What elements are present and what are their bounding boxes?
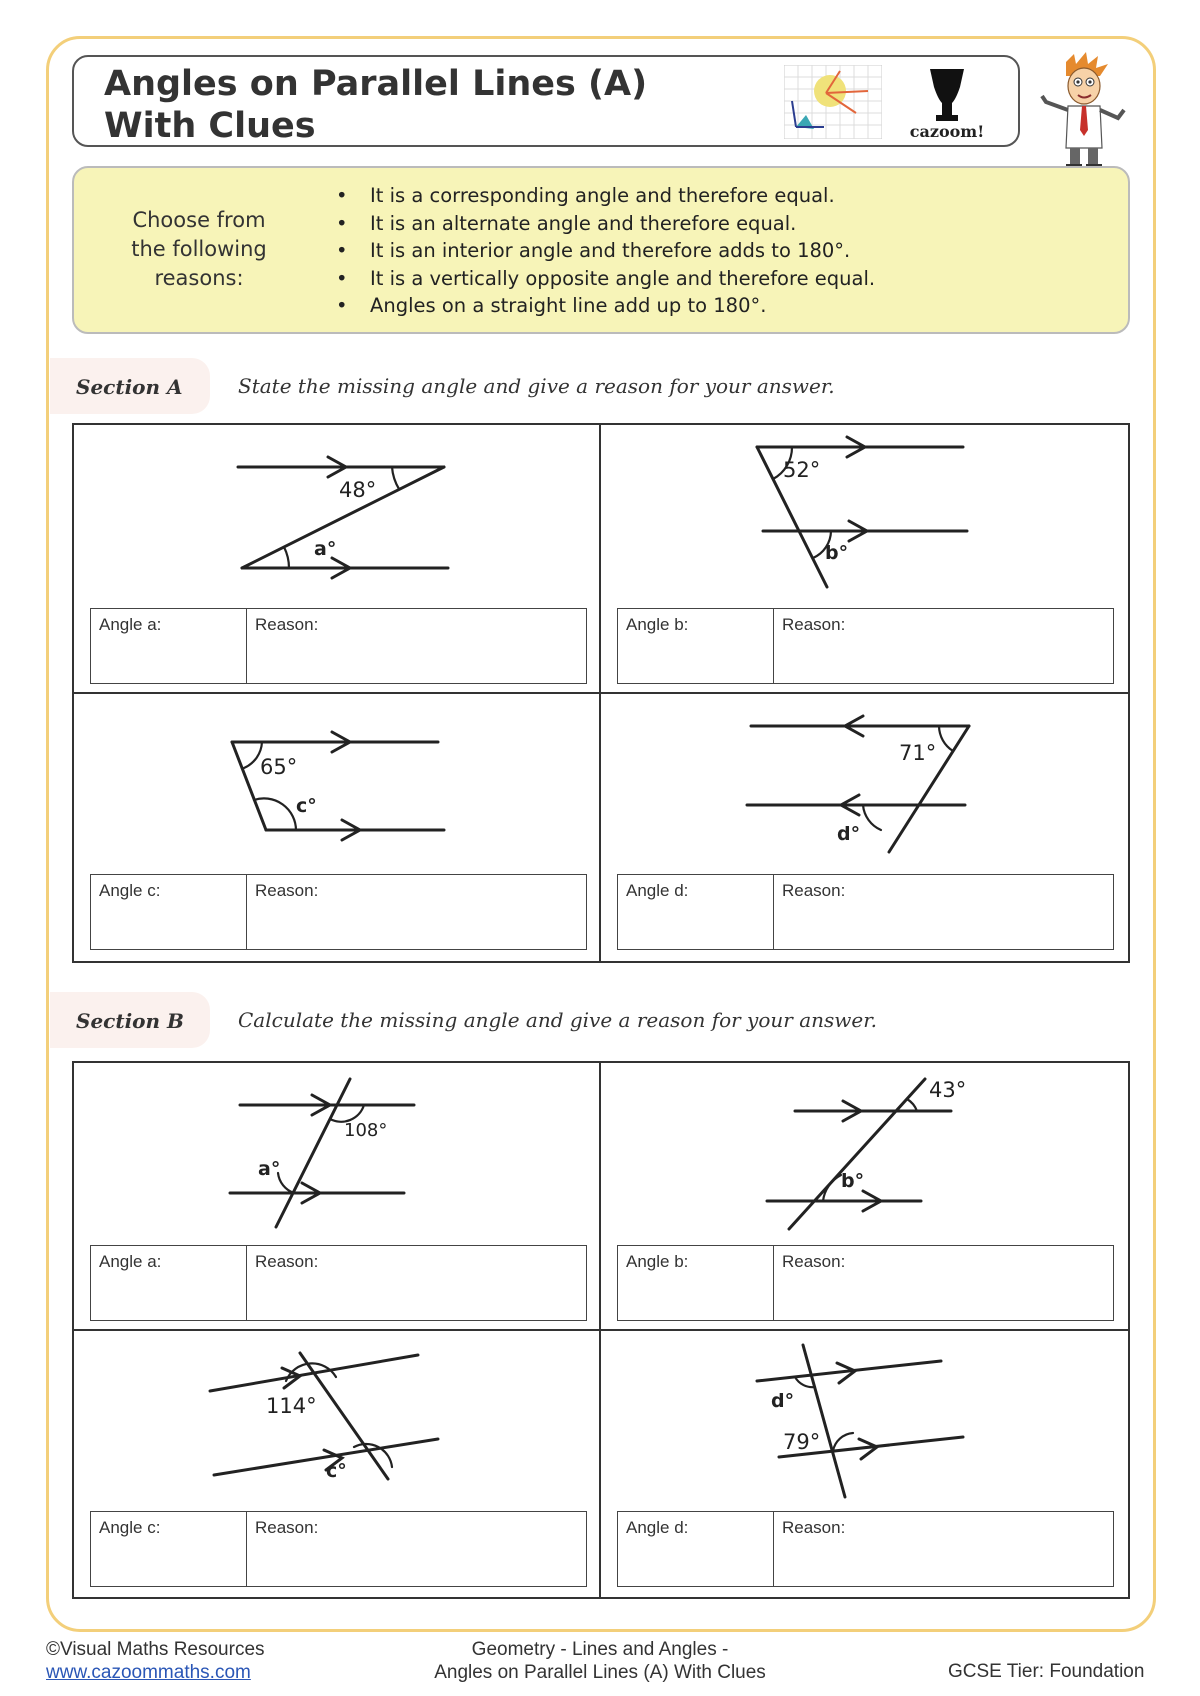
question-a1 bbox=[74, 425, 601, 694]
diagram-b1 bbox=[74, 1063, 601, 1243]
reason-answer-field[interactable]: Reason: bbox=[255, 1252, 319, 1271]
diagram-b2 bbox=[601, 1063, 1128, 1243]
answer-divider bbox=[773, 1512, 774, 1586]
topic-line-1: Geometry - Lines and Angles - bbox=[471, 1639, 729, 1660]
reason-item: • It is a vertically opposite angle and therefore equal. bbox=[334, 265, 875, 293]
footer-credits bbox=[46, 1638, 265, 1684]
question-a4 bbox=[601, 694, 1130, 963]
reason-answer-field[interactable]: Reason: bbox=[255, 615, 319, 634]
answer-box bbox=[617, 608, 1114, 684]
given-angle-label: 114° bbox=[266, 1394, 317, 1418]
reason-answer-field[interactable]: Reason: bbox=[782, 881, 846, 900]
given-angle-label: 79° bbox=[783, 1430, 821, 1454]
diagram-a2 bbox=[601, 425, 1128, 605]
answer-box bbox=[617, 1511, 1114, 1587]
reason-answer-field[interactable]: Reason: bbox=[255, 1518, 319, 1537]
section-a-grid bbox=[72, 423, 1130, 963]
answer-divider bbox=[246, 1246, 247, 1320]
answer-box bbox=[90, 1245, 587, 1321]
copyright-text: ©Visual Maths Resources bbox=[46, 1639, 265, 1660]
angle-answer-field[interactable]: Angle c: bbox=[99, 881, 161, 900]
question-b2 bbox=[601, 1063, 1130, 1331]
unknown-angle-label: c° bbox=[326, 1460, 347, 1482]
unknown-angle-label: a° bbox=[258, 1158, 281, 1180]
title-line-2: With Clues bbox=[104, 106, 316, 146]
answer-divider bbox=[246, 609, 247, 683]
answer-box bbox=[617, 874, 1114, 950]
reason-item: • It is a corresponding angle and therefore equal. bbox=[334, 182, 875, 210]
question-a3 bbox=[74, 694, 601, 963]
question-a2 bbox=[601, 425, 1130, 694]
given-angle-label: 52° bbox=[783, 458, 821, 482]
question-b4 bbox=[601, 1331, 1130, 1599]
answer-box bbox=[90, 1511, 587, 1587]
given-angle-label: 108° bbox=[344, 1120, 388, 1141]
footer-topic bbox=[380, 1638, 820, 1684]
answer-divider bbox=[773, 1246, 774, 1320]
reasons-label: Choose from the following reasons: bbox=[131, 208, 267, 290]
reasons-list bbox=[334, 182, 875, 320]
answer-divider bbox=[246, 875, 247, 949]
reason-item: • It is an alternate angle and therefore equal. bbox=[334, 210, 875, 238]
given-angle-label: 65° bbox=[260, 755, 298, 779]
unknown-angle-label: c° bbox=[296, 795, 317, 817]
given-angle-label: 48° bbox=[339, 478, 377, 502]
angle-answer-field[interactable]: Angle b: bbox=[626, 615, 689, 634]
page-title bbox=[104, 63, 664, 147]
cazoom-trophy-icon bbox=[902, 65, 992, 121]
answer-divider bbox=[773, 609, 774, 683]
unknown-angle-label: d° bbox=[837, 823, 861, 845]
angle-answer-field[interactable]: Angle d: bbox=[626, 881, 689, 900]
angle-answer-field[interactable]: Angle b: bbox=[626, 1252, 689, 1271]
unknown-angle-label: b° bbox=[841, 1170, 865, 1192]
reason-answer-field[interactable]: Reason: bbox=[782, 615, 846, 634]
unknown-angle-label: a° bbox=[314, 538, 337, 560]
answer-box bbox=[90, 874, 587, 950]
answer-divider bbox=[246, 1512, 247, 1586]
mascot-icon bbox=[1036, 52, 1128, 170]
angle-answer-field[interactable]: Angle a: bbox=[99, 1252, 162, 1271]
title-line-1: Angles on Parallel Lines (A) bbox=[104, 64, 648, 104]
section-b-title: Section B bbox=[50, 992, 210, 1048]
reason-answer-field[interactable]: Reason: bbox=[255, 881, 319, 900]
diagram-a1 bbox=[74, 425, 601, 605]
diagram-b3 bbox=[74, 1331, 601, 1511]
question-b1 bbox=[74, 1063, 601, 1331]
diagram-a4 bbox=[601, 694, 1128, 874]
reason-item: • Angles on a straight line add up to 180°. bbox=[334, 292, 875, 320]
unknown-angle-label: b° bbox=[825, 542, 849, 564]
diagram-a3 bbox=[74, 694, 601, 874]
section-a-instruction: State the missing angle and give a reason for your answer. bbox=[238, 374, 835, 398]
cazoom-logo bbox=[902, 65, 992, 141]
answer-divider bbox=[773, 875, 774, 949]
topic-line-2: Angles on Parallel Lines (A) With Clues bbox=[434, 1662, 766, 1683]
reason-item: • It is an interior angle and therefore adds to 180°. bbox=[334, 237, 875, 265]
footer-tier: GCSE Tier: Foundation bbox=[948, 1661, 1145, 1682]
diagram-b4 bbox=[601, 1331, 1128, 1511]
answer-box bbox=[90, 608, 587, 684]
section-b-instruction: Calculate the missing angle and give a reason for your answer. bbox=[238, 1008, 877, 1032]
geometry-logo-icon bbox=[784, 65, 882, 139]
section-b-grid bbox=[72, 1061, 1130, 1599]
given-angle-label: 43° bbox=[929, 1078, 967, 1102]
website-link[interactable]: www.cazoommaths.com bbox=[46, 1662, 251, 1683]
angle-answer-field[interactable]: Angle a: bbox=[99, 615, 162, 634]
reason-answer-field[interactable]: Reason: bbox=[782, 1518, 846, 1537]
reasons-panel bbox=[72, 166, 1130, 334]
title-panel bbox=[72, 55, 1020, 147]
cazoom-logo-text: cazoom! bbox=[909, 122, 985, 141]
question-b3 bbox=[74, 1331, 601, 1599]
unknown-angle-label: d° bbox=[771, 1390, 795, 1412]
reason-answer-field[interactable]: Reason: bbox=[782, 1252, 846, 1271]
given-angle-label: 71° bbox=[899, 741, 937, 765]
angle-answer-field[interactable]: Angle d: bbox=[626, 1518, 689, 1537]
angle-answer-field[interactable]: Angle c: bbox=[99, 1518, 161, 1537]
section-a-title: Section A bbox=[50, 358, 210, 414]
answer-box bbox=[617, 1245, 1114, 1321]
